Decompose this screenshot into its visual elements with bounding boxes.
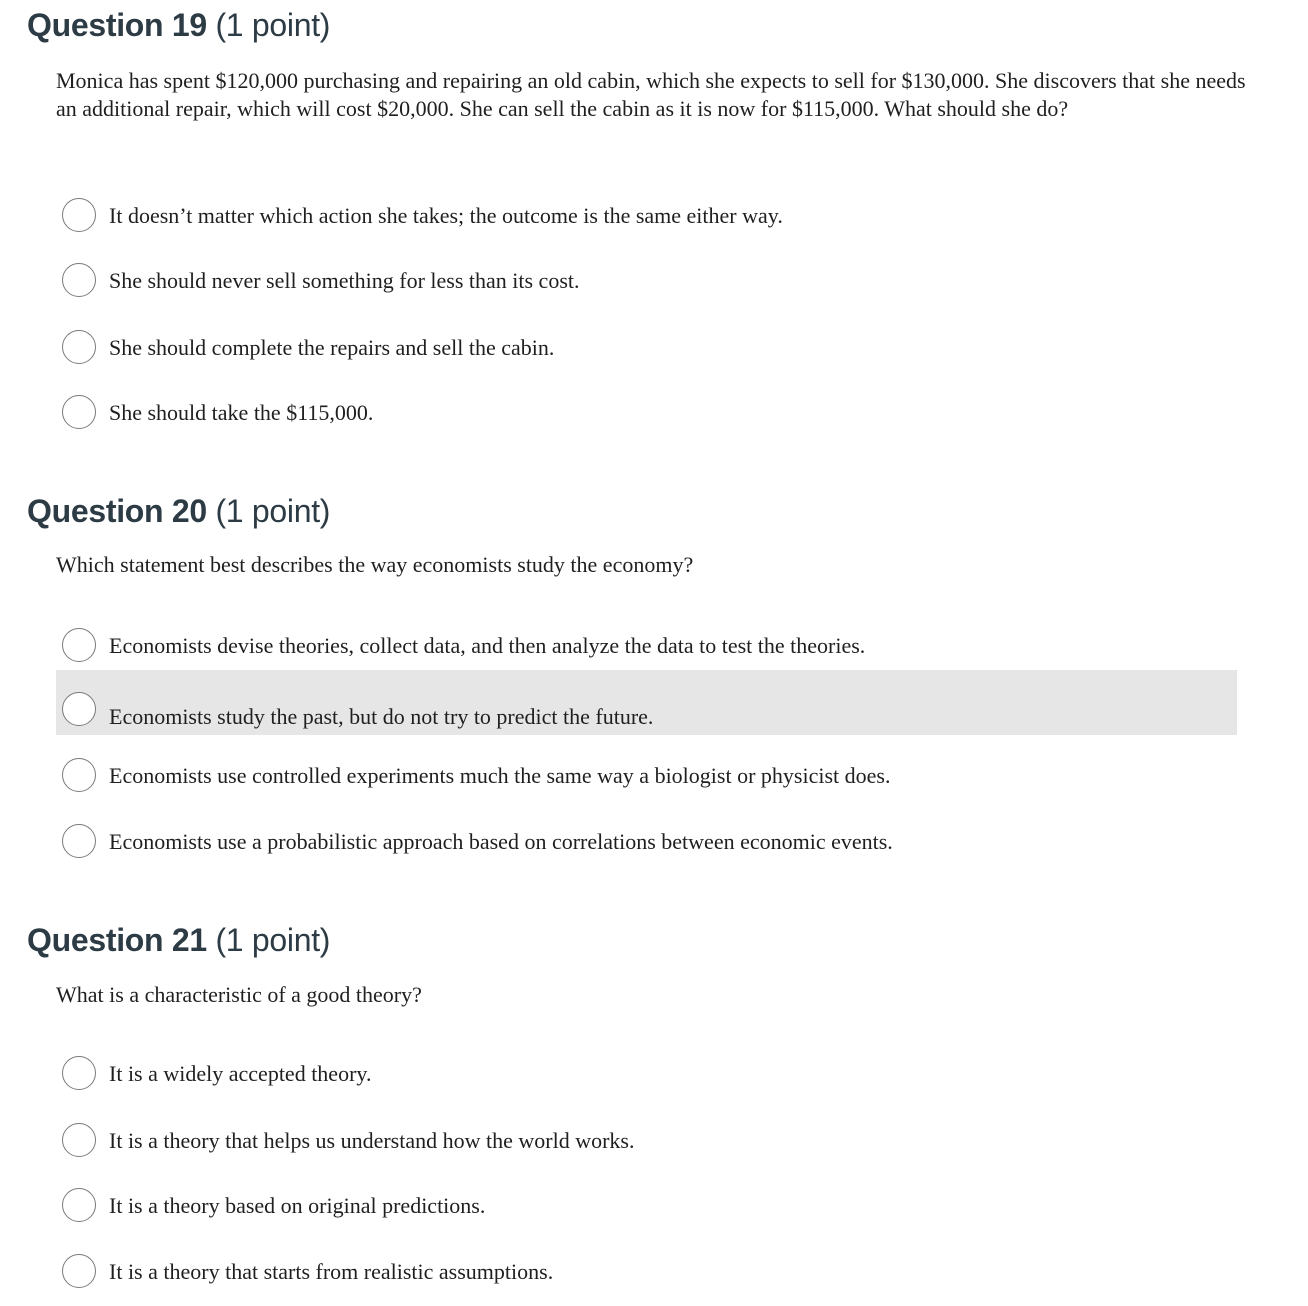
- question-number: Question 21: [27, 922, 207, 958]
- q20-option-4[interactable]: [56, 810, 1237, 875]
- radio-button[interactable]: [62, 1056, 96, 1090]
- q21-option-4[interactable]: [56, 1240, 1237, 1305]
- question-points: (1 point): [215, 7, 331, 43]
- radio-button[interactable]: [62, 1188, 96, 1222]
- question-20-title: [27, 493, 330, 530]
- option-label: Economists use controlled experiments much the same way a biologist or physicist does.: [109, 763, 891, 788]
- radio-button[interactable]: [62, 1123, 96, 1157]
- q21-option-2[interactable]: [56, 1109, 1237, 1174]
- option-label: It is a theory that starts from realistic assumptions.: [109, 1259, 554, 1284]
- radio-button[interactable]: [62, 263, 96, 297]
- q21-option-1[interactable]: [56, 1042, 1237, 1107]
- question-21-title: [27, 922, 330, 959]
- question-19-text: Monica has spent $120,000 purchasing and repairing an old cabin, which she expects to sell for $130,000. She discovers that she needs an additional repair, which will cost $20,000. She can sell the cabin as it is now for $115,000. What should she do?: [56, 68, 1246, 121]
- option-label: She should take the $115,000.: [109, 400, 374, 425]
- radio-button[interactable]: [62, 1254, 96, 1288]
- question-20-text: Which statement best describes the way economists study the economy?: [56, 552, 694, 577]
- question-19-title: [27, 7, 330, 44]
- option-label: Economists use a probabilistic approach based on correlations between economic events.: [109, 829, 893, 854]
- q19-option-1[interactable]: [56, 184, 1237, 249]
- question-number: Question 19: [27, 7, 207, 43]
- option-label: It is a theory based on original predictions.: [109, 1193, 486, 1218]
- radio-button[interactable]: [62, 330, 96, 364]
- radio-button[interactable]: [62, 692, 96, 726]
- option-label: She should never sell something for less than its cost.: [109, 268, 580, 293]
- option-label: It is a widely accepted theory.: [109, 1061, 372, 1086]
- radio-button[interactable]: [62, 198, 96, 232]
- option-label: Economists study the past, but do not try to predict the future.: [109, 704, 654, 729]
- q19-option-4[interactable]: [56, 381, 1237, 446]
- option-label: It is a theory that helps us understand how the world works.: [109, 1128, 635, 1153]
- q20-option-3[interactable]: [56, 744, 1237, 809]
- option-label: Economists devise theories, collect data, and then analyze the data to test the theories.: [109, 633, 866, 658]
- q21-option-3[interactable]: [56, 1174, 1237, 1239]
- question-number: Question 20: [27, 493, 207, 529]
- radio-button[interactable]: [62, 824, 96, 858]
- question-points: (1 point): [215, 493, 331, 529]
- radio-button[interactable]: [62, 758, 96, 792]
- question-points: (1 point): [215, 922, 331, 958]
- radio-button[interactable]: [62, 628, 96, 662]
- q19-option-3[interactable]: [56, 316, 1237, 381]
- q20-option-2[interactable]: [56, 670, 1237, 735]
- option-label: It doesn’t matter which action she takes; the outcome is the same either way.: [109, 203, 783, 228]
- question-21-text: What is a characteristic of a good theory?: [56, 982, 422, 1007]
- q19-option-2[interactable]: [56, 249, 1237, 314]
- option-label: She should complete the repairs and sell the cabin.: [109, 335, 555, 360]
- radio-button[interactable]: [62, 395, 96, 429]
